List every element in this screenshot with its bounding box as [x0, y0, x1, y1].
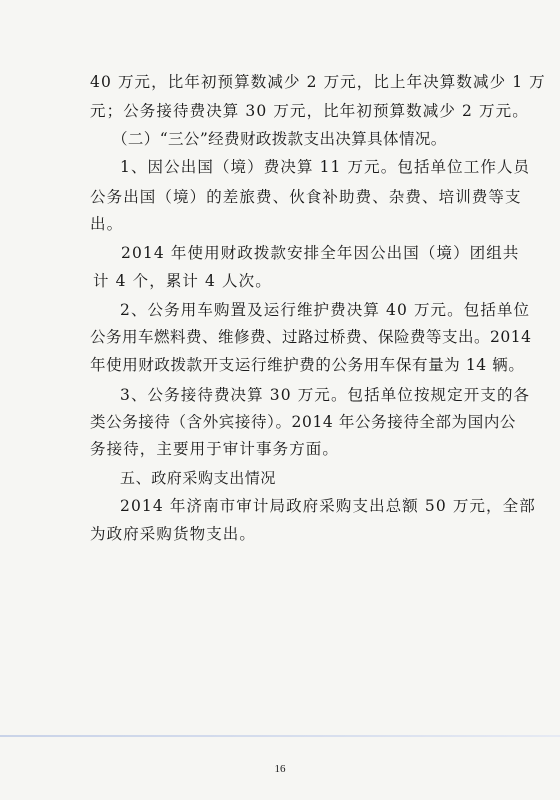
text-line: 2、公务用车购置及运行维护费决算 40 万元。包括单位: [120, 301, 531, 319]
text-line: 年使用财政拨款开支运行维护费的公务用车保有量为 14 辆。: [90, 356, 525, 374]
text-line: 公务出国（境）的差旅费、伙食补助费、杂费、培训费等支: [90, 188, 522, 206]
page-number: 16: [274, 763, 286, 775]
text-line: 40 万元，比年初预算数减少 2 万元，比上年决算数减少 1 万: [90, 73, 546, 91]
text-line: 元；公务接待费决算 30 万元，比年初预算数减少 2 万元。: [90, 102, 529, 120]
text-line: 公务用车燃料费、维修费、过路过桥费、保险费等支出。2014: [90, 328, 532, 346]
footer-divider: [0, 735, 560, 737]
text-line: 务接待，主要用于审计事务方面。: [90, 440, 340, 458]
text-line: 出。: [90, 215, 124, 233]
section-subheading: （二）“三公”经费财政拨款支出决算具体情况。: [112, 130, 447, 148]
section-heading: 五、政府采购支出情况: [120, 469, 277, 487]
text-line: 2014 年使用财政拨款安排全年因公出国（境）团组共: [121, 244, 520, 262]
text-line: 计 4 个，累计 4 人次。: [93, 272, 272, 290]
text-line: 1、因公出国（境）费决算 11 万元。包括单位工作人员: [120, 158, 531, 176]
text-line: 2014 年济南市审计局政府采购支出总额 50 万元，全部: [120, 497, 536, 515]
text-line: 为政府采购货物支出。: [90, 525, 257, 543]
text-line: 类公务接待（含外宾接待）。2014 年公务接待全部为国内公: [90, 413, 517, 431]
text-line: 3、公务接待费决算 30 万元。包括单位按规定开支的各: [120, 386, 531, 404]
